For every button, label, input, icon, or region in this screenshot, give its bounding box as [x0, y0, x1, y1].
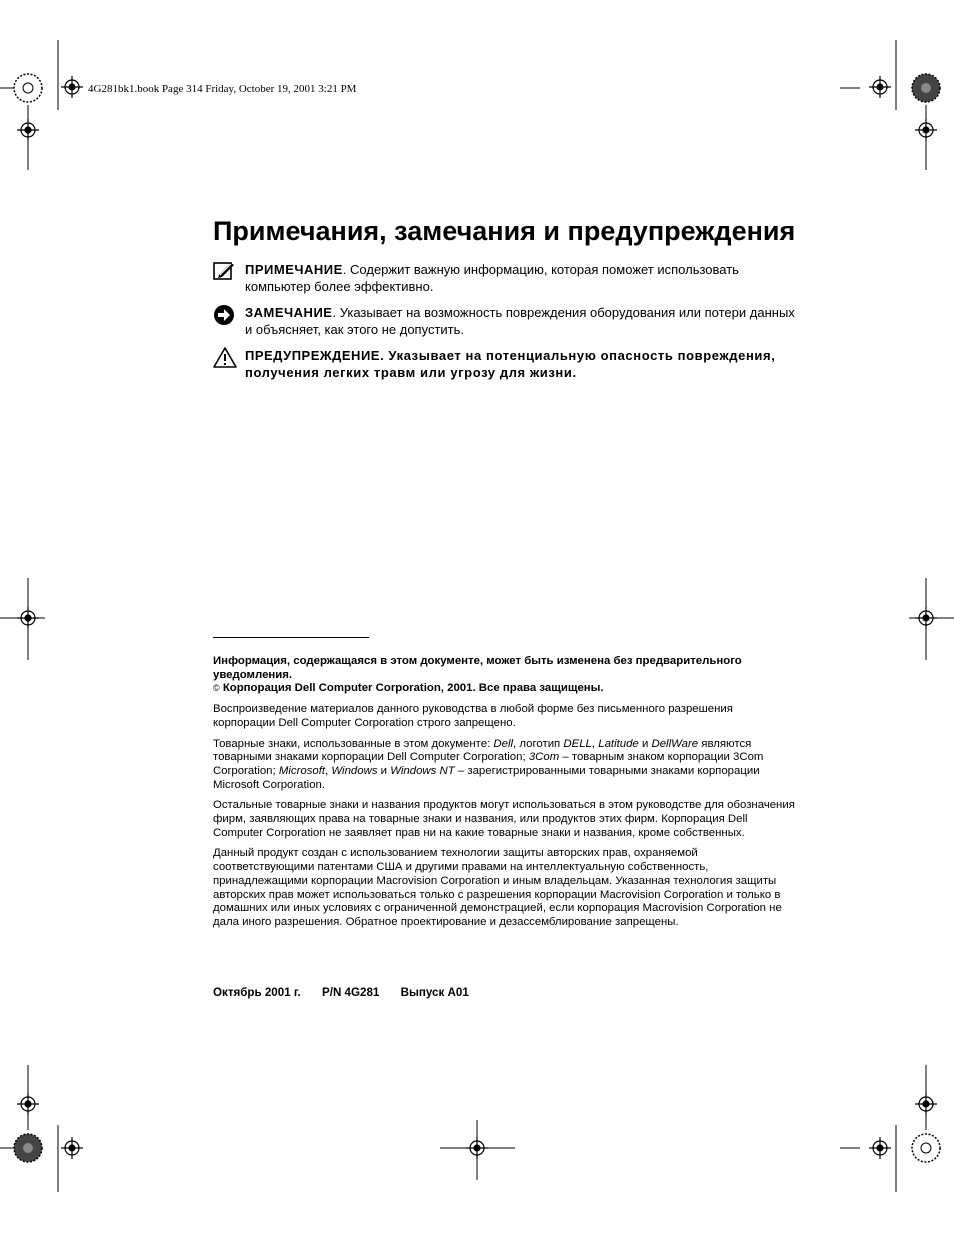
trademark-dell-logo: DELL [563, 737, 592, 750]
trademark-microsoft: Microsoft [278, 764, 326, 777]
warning-triangle-icon [213, 347, 237, 372]
notice-block [213, 304, 803, 338]
notice-label: ЗАМЕЧАНИЕ [245, 305, 333, 320]
note-block [213, 261, 803, 295]
warning-block [213, 347, 803, 381]
page-title: Примечания, замечания и предупреждения [213, 216, 796, 246]
trademarks-text: – зарегистрированными товарными знаками корпорации Microsoft Corporation. [213, 764, 760, 791]
trademarks-text: и [377, 764, 391, 777]
legal-notices [213, 655, 798, 937]
copyright-line [213, 682, 798, 696]
macrovision-notice: Данный продукт создан с использованием технологии защиты авторских прав, охраняемой соответствующими патентами США и другими правами на интеллектуальную собственность, принадлежащими корпорации Macrovision Corporation и иным владельцам. Указанная технология защиты авторских прав может использоваться только с разрешения корпорации Macrovision Corporation и только в домашних или иных условиях с ограниченной демонстрацией, если корпорация Macrovision Corporation не дала иного разрешения. Обратное проектирование и дезассемблирование запрещены. [213, 847, 782, 928]
notice-text: . Указывает на возможность повреждения оборудования или потери данных и объясняет, как этого не допустить. [245, 305, 795, 337]
trademarks-text: являются товарными знаками корпорации Dell Computer Corporation; [213, 737, 752, 764]
trademarks-text: , [325, 764, 332, 777]
note-label: ПРИМЕЧАНИЕ [245, 262, 343, 277]
revision: Выпуск A01 [400, 986, 469, 999]
trademarks-text: – товарным знаком корпорации 3Com Corporation; [213, 751, 764, 777]
trademark-windows-nt: Windows NT [390, 764, 455, 777]
info-change-notice: Информация, содержащаяся в этом документе, может быть изменена без предварительного уведомления. [213, 655, 742, 681]
copyright-text: Корпорация Dell Computer Corporation, 2001. Все права защищены. [222, 682, 604, 695]
trademark-dellware: DellWare [651, 737, 699, 750]
arrow-notice-icon [213, 304, 235, 330]
print-header-info: 4G281bk1.book Page 314 Friday, October 19, 2001 3:21 PM [88, 83, 357, 95]
release-date: Октябрь 2001 г. [213, 986, 301, 999]
trademarks-text: , [591, 737, 599, 750]
warning-label: ПРЕДУПРЕЖДЕНИЕ [245, 348, 380, 363]
trademark-3com: 3Com [528, 751, 560, 764]
note-text: . Содержит важную информацию, которая поможет использовать компьютер более эффективно. [245, 262, 739, 294]
trademark-dell: Dell [493, 737, 514, 750]
trademarks-text: и [638, 737, 652, 750]
trademarks-text: , логотип [513, 737, 564, 750]
release-info [213, 986, 487, 999]
part-number: P/N 4G281 [322, 986, 380, 999]
trademarks-text: Товарные знаки, использованные в этом документе: [213, 737, 494, 750]
copyright-symbol: © [213, 683, 220, 694]
pencil-note-icon [213, 261, 235, 285]
footnote-divider [213, 637, 369, 638]
reproduction-notice: Воспроизведение материалов данного руководства в любой форме без письменного разрешения корпорации Dell Computer Corporation строго запрещено. [213, 703, 733, 729]
other-trademarks-notice: Остальные товарные знаки и названия продуктов могут использоваться в этом руководстве для обозначения фирм, заявляющих права на товарные знаки и названия, или продуктов этих фирм. Корпорация Dell Computer Corporation не заявляет прав ни на какие товарные знаки и названия, кроме собственных. [213, 799, 795, 839]
trademark-windows: Windows [331, 764, 378, 777]
trademarks-notice [213, 738, 798, 793]
warning-text: . Указывает на потенциальную опасность повреждения, получения легких травм или угрозу для жизни. [245, 348, 776, 380]
trademark-latitude: Latitude [598, 737, 639, 750]
